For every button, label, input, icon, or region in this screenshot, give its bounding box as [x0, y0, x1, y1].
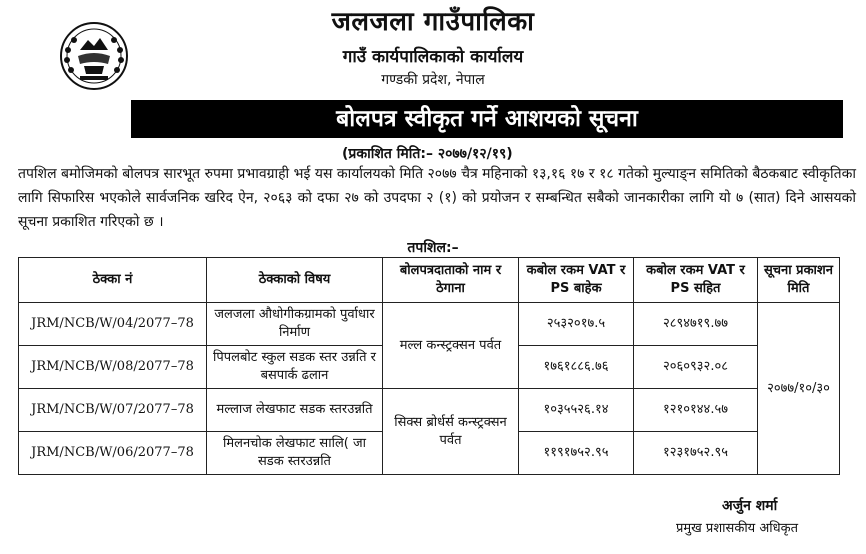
amount-incl-cell: १२३१७५२.९५ — [634, 432, 758, 475]
subject-cell: जलजला औधोगीकग्रामको पुर्वाधार निर्माण — [207, 303, 383, 346]
province-address: गण्डकी प्रदेश, नेपाल — [381, 72, 485, 88]
signatory-name: अर्जुन शर्मा — [722, 498, 778, 514]
col-header-pub-date: सूचना प्रकाशन मिति — [758, 258, 840, 303]
subject-cell: मिलनचोक लेखफाट सालि( जा सडक स्तरउन्नति — [207, 432, 383, 475]
amount-excl-cell: १७६१८८६.७६ — [519, 346, 634, 389]
bidder-cell: मल्ल कन्स्ट्रक्सन पर्वत — [383, 303, 519, 389]
contract-no-cell: JRM/NCB/W/07/2077–78 — [19, 389, 207, 432]
tender-table — [18, 257, 840, 475]
col-header-bidder: बोलपत्रदाताको नाम र ठेगाना — [383, 258, 519, 303]
signatory-title: प्रमुख प्रशासकीय अधिकृत — [676, 521, 799, 536]
contract-no-cell: JRM/NCB/W/06/2077–78 — [19, 432, 207, 475]
table-header-row — [19, 258, 840, 303]
table-row — [19, 389, 840, 432]
amount-excl-cell: १०३५५२६.१४ — [519, 389, 634, 432]
amount-incl-cell: २८९४७१९.७७ — [634, 303, 758, 346]
published-date: (प्रकाशित मिति:– २०७७/१२/१९) — [342, 146, 513, 162]
org-name: जलजला गाउँपालिका — [331, 7, 535, 37]
col-header-contract-no: ठेक्का नं — [19, 258, 207, 303]
bidder-cell: सिक्स ब्रोर्धर्स कन्स्ट्रक्सन पर्वत — [383, 389, 519, 475]
details-label: तपशिल:– — [407, 240, 459, 256]
col-header-amount-incl: कबोल रकम VAT र PS सहित — [634, 258, 758, 303]
contract-no-cell: JRM/NCB/W/04/2077–78 — [19, 303, 207, 346]
notice-body: तपशिल बमोजिमको बोलपत्र सारभूत रुपमा प्रभावग्राही भई यस कार्यालयको मिति २०७७ चैत्र महिनाको १३,१६ १७ र १८ गतेको मुल्याङ्न समितिको बैठकबाट स्वीकृतिका लागि सिफारिस भएकोले सार्वजनिक खरिद ऐन, २०६३ को दफा २७ को उपदफा २ (१) को प्रयोजन र सम्बन्धित सबैको जानकारीका लागि यो ७ (सात) दिने आसयको सूचना प्रकाशित गरिएको छ । — [18, 166, 856, 230]
col-header-subject: ठेक्काको विषय — [207, 258, 383, 303]
table-row — [19, 303, 840, 346]
amount-excl-cell: ११९१७५२.९५ — [519, 432, 634, 475]
amount-incl-cell: २०६०९३२.०८ — [634, 346, 758, 389]
amount-excl-cell: २५३२०१७.५ — [519, 303, 634, 346]
notice-title: बोलपत्र स्वीकृत गर्ने आशयको सूचना — [131, 100, 843, 138]
subject-cell: पिपलबोट स्कुल सडक स्तर उन्नति र बसपार्क ढलान — [207, 346, 383, 389]
contract-no-cell: JRM/NCB/W/08/2077–78 — [19, 346, 207, 389]
office-name: गाउँ कार्यपालिकाको कार्यालय — [342, 47, 524, 67]
subject-cell: मल्लाज लेखफाट सडक स्तरउन्नति — [207, 389, 383, 432]
publication-date-cell: २०७७/१०/३० — [758, 303, 840, 475]
col-header-amount-excl: कबोल रकम VAT र PS बाहेक — [519, 258, 634, 303]
amount-incl-cell: १२१०१४४.५७ — [634, 389, 758, 432]
